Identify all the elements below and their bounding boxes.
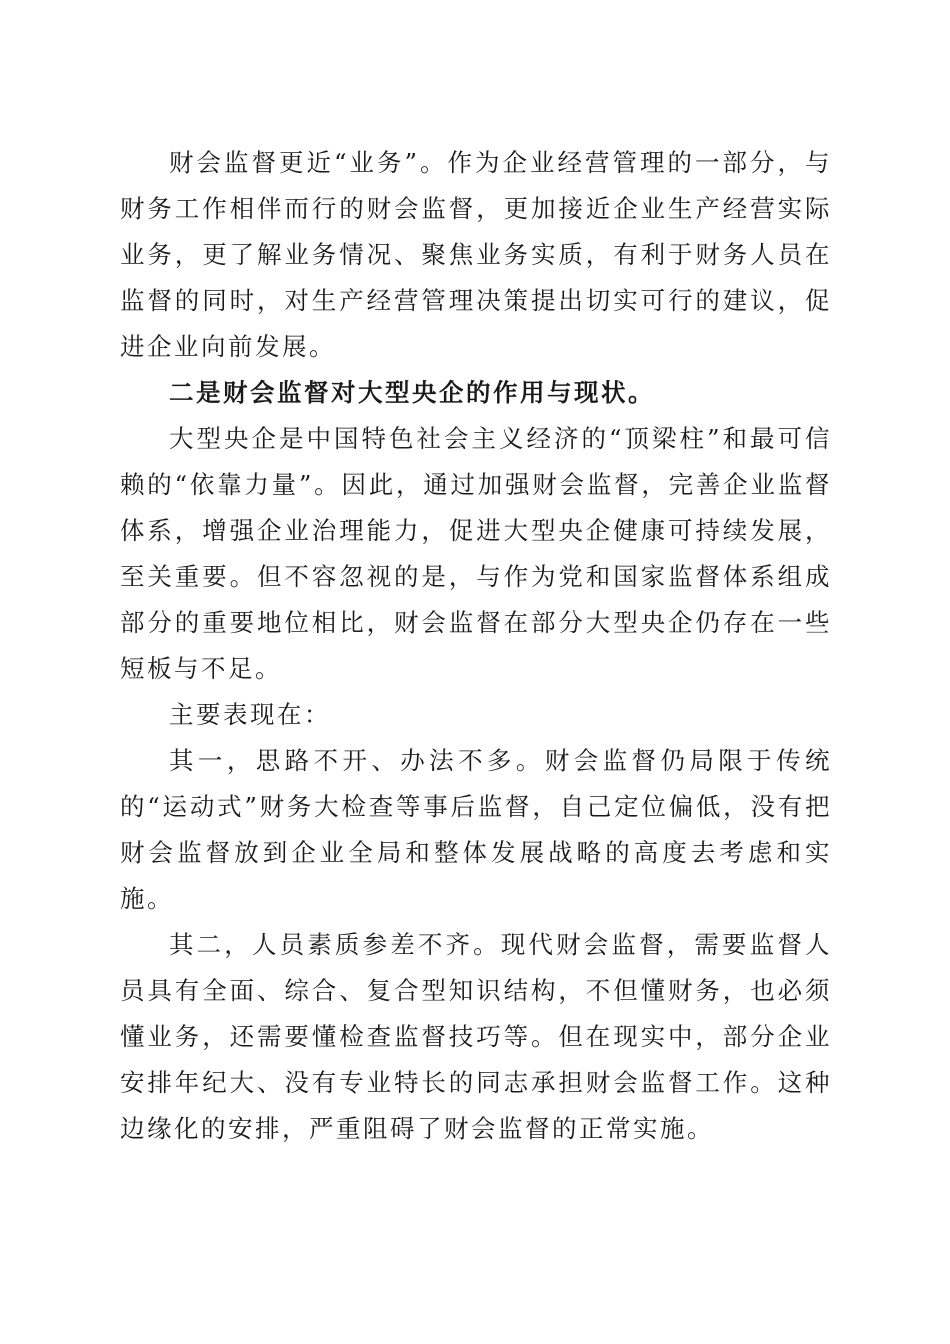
section-heading-role-and-status: 二是财会监督对大型央企的作用与现状。: [169, 378, 655, 407]
paragraph-main-manifestations: 主要表现在：: [169, 700, 331, 729]
paragraph-central-enterprises: 大型央企是中国特色社会主义经济的“顶梁柱”和最可信赖的“依靠力量”。因此，通过加强财会监督，完善企业监督体系，增强企业治理能力，促进大型央企健康可持续发展，至关重要。但不容忽视的是，与作为党和国家监督体系组成部分的重要地位相比，财会监督在部分大型央企仍存在一些短板与不足。: [120, 424, 832, 683]
paragraph-point-one: 其一，思路不开、办法不多。财会监督仍局限于传统的“运动式”财务大检查等事后监督，自己定位偏低，没有把财会监督放到企业全局和整体发展战略的高度去考虑和实施。: [120, 746, 832, 913]
paragraph-point-two: 其二，人员素质参差不齐。现代财会监督，需要监督人员具有全面、综合、复合型知识结构，不但懂财务，也必须懂业务，还需要懂检查监督技巧等。但在现实中，部分企业安排年纪大、没有专业特长的同志承担财会监督工作。这种边缘化的安排，严重阻碍了财会监督的正常实施。: [120, 930, 832, 1143]
document-body: [120, 140, 832, 1152]
paragraph-business-proximity: 财会监督更近“业务”。作为企业经营管理的一部分，与财务工作相伴而行的财会监督，更加接近企业生产经营实际业务，更了解业务情况、聚焦业务实质，有利于财务人员在监督的同时，对生产经营管理决策提出切实可行的建议，促进企业向前发展。: [120, 148, 832, 361]
